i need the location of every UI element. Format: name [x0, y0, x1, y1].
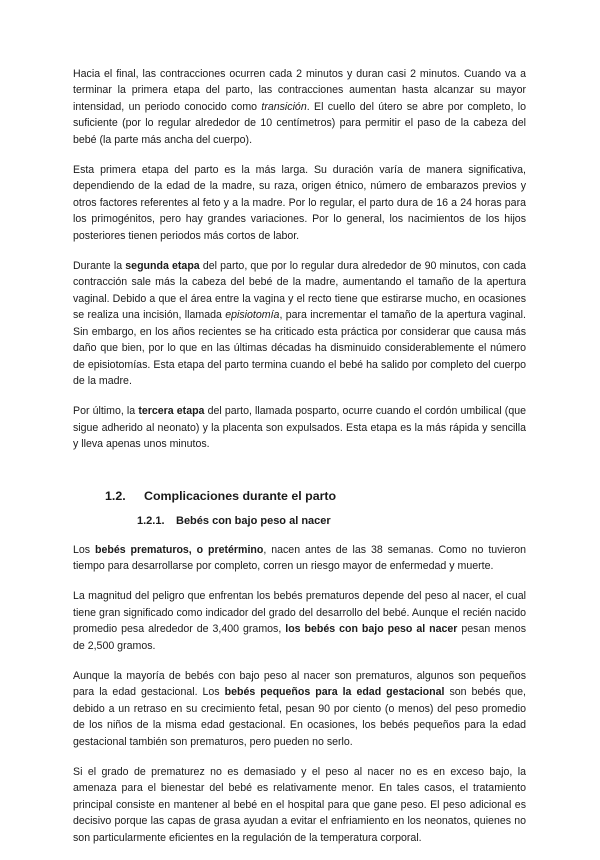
section-heading [105, 487, 526, 505]
subsection-heading [137, 513, 526, 530]
term-episiotomia: episiotomía [225, 309, 280, 322]
section-title: Complicaciones durante el parto [144, 488, 337, 503]
document-body [73, 66, 526, 860]
paragraph-small-gestational: Aunque la mayoría de bebés con bajo peso al nacer son prematuros, algunos son pequeños para la edad gestacional. Los bebés pequeños para la edad gestacional son bebés que, debido a un retraso en su crecimiento fetal, pesan 90 por ciento (o menos) del peso promedio de los niños de la misma edad gestacional. En ocasiones, los bebés pequeños para la edad gestacional también son prematuros, pero pueden no serlo. [73, 669, 526, 748]
paragraph-second-stage: Durante la segunda etapa del parto, que por lo regular dura alrededor de 90 minutos, con cada contracción sale más la cabeza del bebé de la madre, aumentando el tamaño de la apertura vaginal. Debido a que el área entre la vagina y el recto tiene que estirarse mucho, en ocasiones se realiza una incisión, llamada episiotomía, para incrementar el tamaño de la apertura vaginal. Sin embargo, en los años recientes se ha criticado esta práctica por considerar que causa más daño que bien, por lo que en las últimas décadas ha disminuido considerablemente el número de episiotomías. Esta etapa del parto termina cuando el bebé ha salido por completo del cuerpo de la madre. [73, 260, 526, 387]
term-bajo-peso: los bebés con bajo peso al nacer [285, 623, 458, 636]
paragraph-first-stage: Esta primera etapa del parto es la más larga. Su duración varía de manera significativa, dependiendo de la edad de la madre, su raza, origen étnico, número de embarazos previos y otros factores referentes al feto y a la madre. Por lo regular, el parto dura de 16 a 24 horas para los primogénitos, pero hay grandes variaciones. Por lo general, los nacimientos de los hijos posteriores tienen periodos más cortos de labor. [73, 164, 526, 242]
term-segunda-etapa: segunda etapa [125, 260, 200, 273]
paragraph-transition: Hacia el final, las contracciones ocurren cada 2 minutos y duran casi 2 minutos. Cuando va a terminar la primera etapa del parto, las contracciones aumentan hasta alcanzar su mayor intensidad, un periodo conocido como transición. El cuello del útero se abre por completo, lo suficiente (por lo regular alrededor de 10 centímetros) para permitir el paso de la cabeza del bebé (la parte más ancha del cuerpo). [73, 68, 526, 146]
paragraph-treatment: Si el grado de prematurez no es demasiado y el peso al nacer no es en exceso bajo, la amenaza para el bienestar del bebé es relativamente menor. En tales casos, el tratamiento principal consiste en mantener al bebé en el hospital para que gane peso. El peso adicional es decisivo porque las capas de grasa ayudan a evitar el enfriamiento en los neonatos, quienes no son particularmente eficientes en la regulación de la temperatura corporal. [73, 766, 526, 844]
term-tercera-etapa: tercera etapa [138, 405, 205, 418]
term-transicion: transición [261, 100, 307, 113]
paragraph-low-birth-weight: La magnitud del peligro que enfrentan los bebés prematuros depende del peso al nacer, el cual tiene gran significado como indicador del grado del desarrollo del bebé. Aunque el recién nacido promedio pesa alrededor de 3,400 gramos, los bebés con bajo peso al nacer pesan menos de 2,500 gramos. [73, 590, 526, 652]
term-bebes-prematuros: bebés prematuros, o pretérmino [95, 543, 264, 556]
paragraph-premature: Los bebés prematuros, o pretérmino, nacen antes de las 38 semanas. Como no tuvieron tiempo para desarrollarse por completo, corren un riesgo mayor de enfermedad y muerte. [73, 543, 527, 572]
section-number: 1.2. [105, 488, 126, 503]
term-pequenos-edad-gestacional: bebés pequeños para la edad gestacional [224, 686, 445, 699]
paragraph-third-stage: Por último, la tercera etapa del parto, llamada posparto, ocurre cuando el cordón umbilical (que sigue adherido al neonato) y la placenta son expulsados. Esta etapa es la más rápida y sencilla y lleva apenas unos minutos. [73, 405, 527, 451]
subsection-number: 1.2.1. [137, 514, 165, 527]
subsection-title: Bebés con bajo peso al nacer [176, 514, 331, 527]
